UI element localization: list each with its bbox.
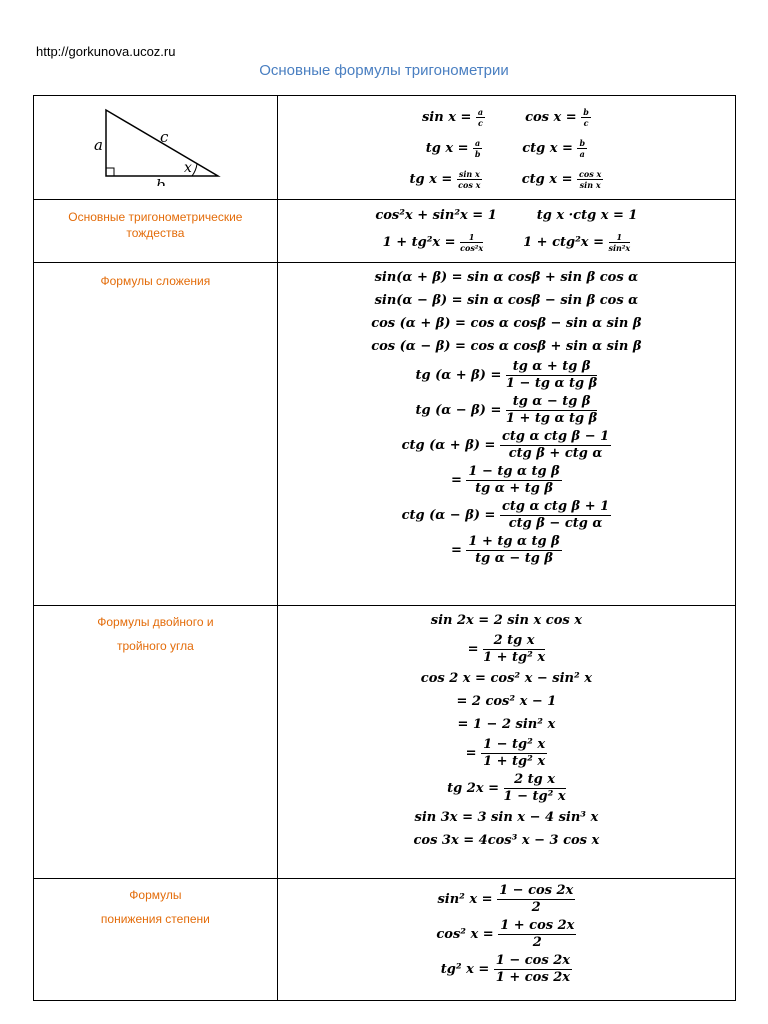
- ctg-diff-formula: ctg (α − β) = $\frac{\text{ctg α ctg β + 1}}{\text{ctg β − ctg α}}$: [401, 499, 610, 531]
- sin-double-tg-formula: = $\frac{\text{2 tg x}}{\text{1 + tg² x}}$: [467, 633, 546, 665]
- cos-triple-formula: cos 3x = 4cos³ x − 3 cos x: [413, 833, 600, 848]
- page-title: Основные формулы тригонометрии: [259, 62, 509, 79]
- cos-diff-formula: cos (α − β) = cos α cosβ + sin α sin β: [371, 339, 642, 354]
- cos-double-sin-formula: = 1 − 2 sin² x: [457, 717, 556, 732]
- sin-definition: sin x =: [421, 110, 472, 125]
- definition-line: sin x = $\frac{a}{c}$ cos x = $\frac{b}{c}$: [421, 107, 589, 128]
- side-c-label: c: [160, 128, 169, 146]
- sin-double-formula: sin 2x = 2 sin x cos x: [430, 613, 582, 628]
- source-url[interactable]: http://gorkunova.ucoz.ru: [36, 44, 176, 59]
- cos-square-reduction: cos² x = $\frac{1 + \cos 2x}{2}$: [436, 918, 575, 950]
- tg-definition: tg x =: [425, 141, 469, 156]
- definition-line: tg x = $\frac{a}{b}$ ctg x = $\frac{b}{a}$: [425, 138, 586, 159]
- table-row: [34, 879, 736, 1001]
- sin-square-reduction: sin² x = $\frac{1 - \cos 2x}{2}$: [437, 883, 574, 915]
- cos-definition: cos x =: [525, 110, 577, 125]
- tg-sum-formula: tg (α + β) = $\frac{\text{tg α + tg β}}{\text{1 − tg α tg β}}$: [415, 359, 598, 391]
- double-angle-label: Формулы двойного и тройного угла: [97, 615, 214, 653]
- tg-ctg-identity: tg x ·ctg x = 1: [536, 208, 638, 223]
- table-row: Основные тригонометрические тождества cos²x + sin²x = 1 tg x ·ctg x = 1 1 + tg²x = $\frac{1}{\text{cos²x}}$ 1 + ctg²x = $\frac{1}{\text{sin²x}}$: [34, 200, 736, 263]
- pythagorean-identity: cos²x + sin²x = 1: [375, 208, 497, 223]
- table-row: [34, 263, 736, 606]
- side-a-label: a: [94, 136, 103, 154]
- sin-triple-formula: sin 3x = 3 sin x − 4 sin³ x: [414, 810, 599, 825]
- addition-label: Формулы сложения: [100, 274, 211, 288]
- right-triangle-figure: [34, 96, 277, 190]
- tg-sin-cos: tg x =: [409, 172, 453, 187]
- table-row: [34, 606, 736, 879]
- identities-label: Основные тригонометрические тождества: [68, 210, 243, 240]
- sin-diff-formula: sin(α − β) = sin α cosβ − sin β cos α: [374, 293, 639, 308]
- tg-diff-formula: tg (α − β) = $\frac{\text{tg α − tg β}}{\text{1 + tg α tg β}}$: [415, 394, 598, 426]
- definition-line: tg x = $\frac{\text{sin x}}{\text{cos x}}$ ctg x = $\frac{\text{cos x}}{\text{sin x}}$: [409, 169, 602, 190]
- ctg-definition: ctg x =: [522, 141, 573, 156]
- side-b-label: b: [156, 176, 166, 186]
- cos-double-tg-formula: = $\frac{\text{1 − tg² x}}{\text{1 + tg² x}}$: [465, 737, 546, 769]
- formula-table: [33, 95, 736, 1001]
- ctg-square-identity: 1 + ctg²x =: [523, 235, 604, 250]
- cos-sum-formula: cos (α + β) = cos α cosβ − sin α sin β: [371, 316, 642, 331]
- ctg-diff-alt-formula: = $\frac{\text{1 + tg α tg β}}{\text{tg α − tg β}}$: [450, 534, 560, 566]
- power-reduction-label: Формулы понижения степени: [100, 888, 210, 926]
- ctg-sum-alt-formula: = $\frac{\text{1 − tg α tg β}}{\text{tg α + tg β}}$: [450, 464, 560, 496]
- ctg-sum-formula: ctg (α + β) = $\frac{\text{ctg α ctg β − 1}}{\text{ctg β + ctg α}}$: [401, 429, 610, 461]
- triangle-icon: [94, 100, 224, 186]
- cos-double-formula: cos 2 x = cos² x − sin² x: [420, 671, 592, 686]
- tg-double-formula: tg 2x = $\frac{\text{2 tg x}}{\text{1 − tg² x}}$: [447, 772, 566, 804]
- sin-sum-formula: sin(α + β) = sin α cosβ + sin β cos α: [374, 270, 639, 285]
- table-row: [34, 96, 736, 200]
- ctg-cos-sin: ctg x =: [521, 172, 573, 187]
- cos-double-cos-formula: = 2 cos² x − 1: [456, 694, 557, 709]
- tg-square-reduction: tg² x = $\frac{1 - \cos 2x}{1 + \cos 2x}$: [440, 953, 570, 985]
- tg-square-identity: 1 + tg²x =: [382, 235, 456, 250]
- angle-x-label: x: [184, 160, 192, 176]
